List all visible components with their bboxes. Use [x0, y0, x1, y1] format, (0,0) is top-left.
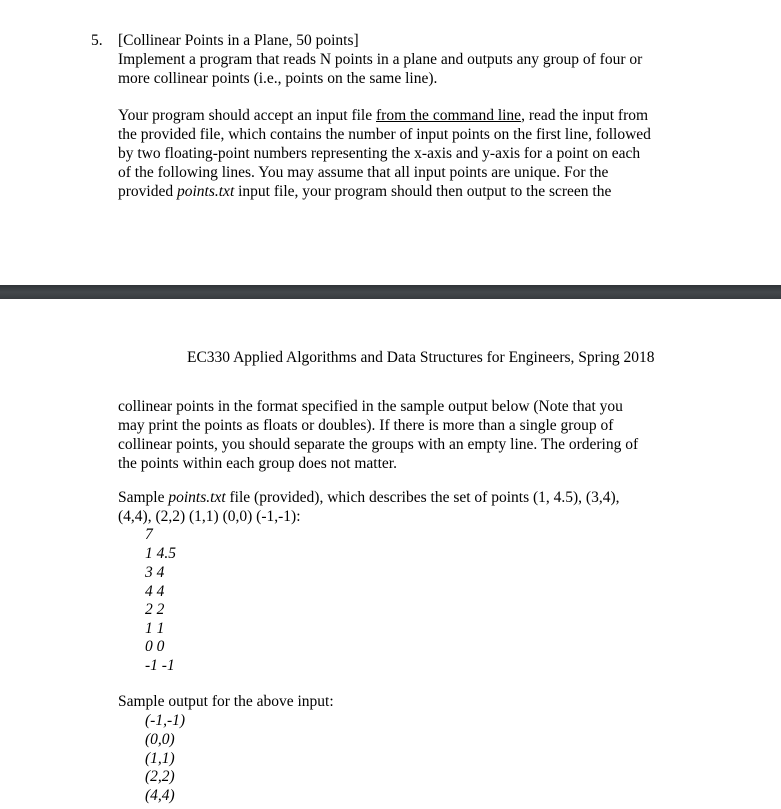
- filename: points.txt: [168, 489, 226, 506]
- code-line: -1 -1: [145, 657, 175, 674]
- text: , read the input from: [521, 107, 649, 124]
- text: Your program should accept an input file: [118, 107, 376, 124]
- underlined-text: from the command line: [376, 107, 522, 124]
- code-line: 1 1: [145, 620, 165, 637]
- code-line: 2 2: [145, 601, 165, 618]
- output-line: (0,0): [145, 731, 175, 748]
- page-header: EC330 Applied Algorithms and Data Structures for Engineers, Spring 2018: [187, 349, 655, 366]
- text: file (provided), which describes the set of points (1, 4.5), (3,4),: [225, 489, 620, 506]
- filename: points.txt: [176, 183, 235, 200]
- text: Sample: [118, 489, 169, 506]
- p2-line: [118, 182, 611, 201]
- p2-line: by two floating-point numbers representing the x-axis and y-axis for a point on each: [118, 145, 641, 162]
- output-line: (-1,-1): [145, 712, 186, 729]
- code-line: 3 4: [145, 564, 165, 581]
- code-line: 0 0: [145, 638, 165, 655]
- output-line: (1,1): [145, 750, 175, 767]
- output-label: Sample output for the above input:: [118, 693, 334, 710]
- code-line: 7: [145, 526, 153, 543]
- p3-line: collinear points, you should separate the groups with an empty line. The ordering of: [118, 436, 639, 453]
- p3-line: may print the points as floats or doubles). If there is more than a single group of: [118, 417, 614, 434]
- output-line: (4,4): [145, 787, 175, 804]
- output-line: (2,2): [145, 768, 175, 785]
- problem-title: [Collinear Points in a Plane, 50 points]: [118, 32, 359, 49]
- text: provided: [118, 183, 177, 200]
- p1-line: Implement a program that reads N points in a plane and outputs any group of four or: [118, 51, 643, 68]
- problem-number: 5.: [91, 32, 103, 49]
- sample-line: [118, 488, 620, 507]
- code-line: 1 4.5: [145, 545, 176, 562]
- p1-line: more collinear points (i.e., points on the same line).: [118, 70, 438, 87]
- code-line: 4 4: [145, 583, 165, 600]
- page-separator: [0, 285, 781, 299]
- p2-line: of the following lines. You may assume that all input points are unique. For the: [118, 164, 609, 181]
- p3-line: collinear points in the format specified in the sample output below (Note that you: [118, 398, 623, 415]
- sample-line: (4,4), (2,2) (1,1) (0,0) (-1,-1):: [118, 508, 301, 525]
- p2-line: [118, 106, 648, 125]
- p3-line: the points within each group does not matter.: [118, 455, 397, 472]
- p2-line: the provided file, which contains the number of input points on the first line, followed: [118, 126, 651, 143]
- text: input file, your program should then output to the screen the: [234, 183, 612, 200]
